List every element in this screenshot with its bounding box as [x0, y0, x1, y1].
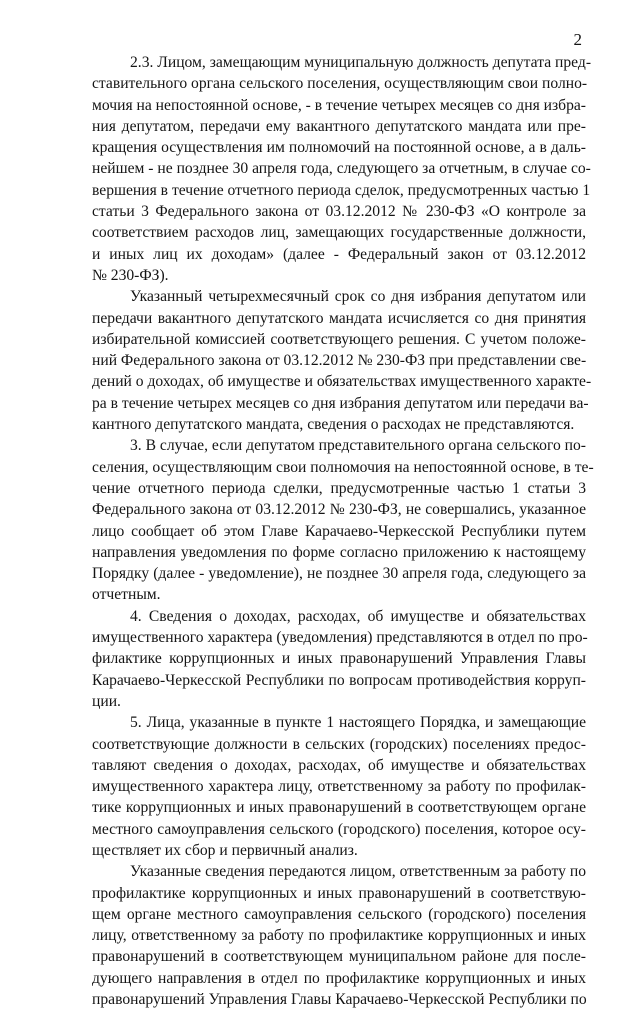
- paragraph-p-2-3: [92, 52, 592, 286]
- text-line: избирательной комиссией соответствующего решения. С учетом положе-: [92, 330, 586, 348]
- text-line: 2.3. Лицом, замещающим муниципальную должность депутата пред-: [130, 54, 592, 71]
- text-line: тике коррупционных и иных правонарушений в соответствующем органе: [92, 799, 586, 817]
- document-body: [92, 52, 594, 1010]
- paragraph-p-transfer: [92, 861, 586, 1010]
- paragraph-p-term: [92, 286, 592, 435]
- text-line: ний Федерального закона от 03.12.2012 № 230-ФЗ при представлении све-: [92, 352, 587, 370]
- text-line: и иных лиц их доходам» (далее - Федеральный закон от 03.12.2012: [92, 245, 586, 263]
- paragraph-p-3: [92, 435, 594, 605]
- text-line: передачи вакантного депутатского мандата исчисляется со дня принятия: [92, 309, 586, 327]
- text-line: ществляет их сбор и первичный анализ.: [92, 841, 358, 859]
- text-line: дующего направления в отдел по профилактике коррупционных и иных: [92, 969, 586, 987]
- text-line: филактике коррупционных и иных правонарушений Управления Главы: [92, 650, 586, 668]
- text-line: щем органе местного самоуправления сельского (городского) поселения: [92, 905, 586, 923]
- text-line: профилактике коррупционных и иных правонарушений в соответствую-: [92, 884, 586, 902]
- text-line: Указанный четырехмесячный срок со дня избрания депутатом или: [130, 288, 586, 306]
- text-line: вершения в течение отчетного периода сделок, предусмотренных частью 1: [92, 181, 591, 199]
- text-line: направления уведомления по форме согласно приложению к настоящему: [92, 543, 586, 561]
- text-line: 3. В случае, если депутатом представительного органа сельского по-: [130, 437, 586, 455]
- text-line: чение отчетного периода сделки, предусмотренные частью 1 статьи 3: [92, 479, 586, 497]
- text-line: дений о доходах, об имуществе и обязательствах имущественного характе-: [92, 373, 592, 391]
- text-line: селения, осуществляющим свои полномочия на непостоянной основе, в те-: [92, 458, 594, 476]
- text-line: Карачаево-Черкесской Республики по вопросам противодействия корруп-: [92, 671, 586, 689]
- text-line: правонарушений в соответствующем муниципальном районе для после-: [92, 948, 586, 966]
- paragraph-p-5: [92, 712, 586, 861]
- text-line: Федерального закона от 03.12.2012 № 230-ФЗ, не совершались, указанное: [92, 501, 586, 519]
- text-line: лицу, ответственному за работу по профилактике коррупционных и иных: [92, 927, 586, 945]
- text-line: местного самоуправления сельского (городского) поселения, которое осу-: [92, 820, 586, 838]
- text-line: мочия на непостоянной основе, - в течение четырех месяцев со дня избра-: [92, 96, 587, 114]
- text-line: Порядку (далее - уведомление), не позднее 30 апреля года, следующего за: [92, 565, 586, 583]
- text-line: соответствием расходов лиц, замещающих государственные должности,: [92, 224, 586, 242]
- paragraph-p-4: [92, 606, 586, 712]
- text-line: тавляют сведения о доходах, расходах, об имуществе и обязательствах: [92, 756, 586, 774]
- text-line: ции.: [92, 692, 121, 710]
- text-line: имущественного характера (уведомления) представляются в отдел по про-: [92, 629, 588, 647]
- text-line: соответствующие должности в сельских (городских) поселениях предос-: [92, 735, 586, 753]
- page-number: 2: [573, 30, 582, 49]
- text-line: статьи 3 Федерального закона от 03.12.2012 № 230-ФЗ «О контроле за: [92, 203, 586, 221]
- text-line: имущественного характера лицу, ответственному за работу по профилак-: [92, 778, 586, 796]
- text-line: кращения осуществления им полномочий на постоянной основе, а в даль-: [92, 139, 586, 157]
- text-line: 4. Сведения о доходах, расходах, об имуществе и обязательствах: [130, 607, 586, 625]
- text-line: ра в течение четырех месяцев со дня избрания депутатом или передачи ва-: [92, 394, 589, 412]
- text-line: 5. Лица, указанные в пункте 1 настоящего Порядка, и замещающие: [130, 714, 586, 732]
- text-line: ния депутатом, передачи ему вакантного депутатского мандата или пре-: [92, 117, 586, 135]
- text-line: правонарушений Управления Главы Карачаево-Черкесской Республики по: [92, 991, 587, 1009]
- text-line: отчетным.: [92, 586, 161, 604]
- text-line: кантного депутатского мандата, сведения о расходах не представляются.: [92, 416, 575, 434]
- text-line: Указанные сведения передаются лицом, ответственным за работу по: [130, 863, 586, 881]
- text-line: нейшем - не позднее 30 апреля года, следующего за отчетным, в случае со-: [92, 160, 591, 178]
- text-line: № 230-ФЗ).: [92, 266, 169, 284]
- text-line: лицо сообщает об этом Главе Карачаево-Черкесской Республики путем: [92, 522, 586, 540]
- text-line: ставительного органа сельского поселения, осуществляющим свои полно-: [92, 75, 588, 93]
